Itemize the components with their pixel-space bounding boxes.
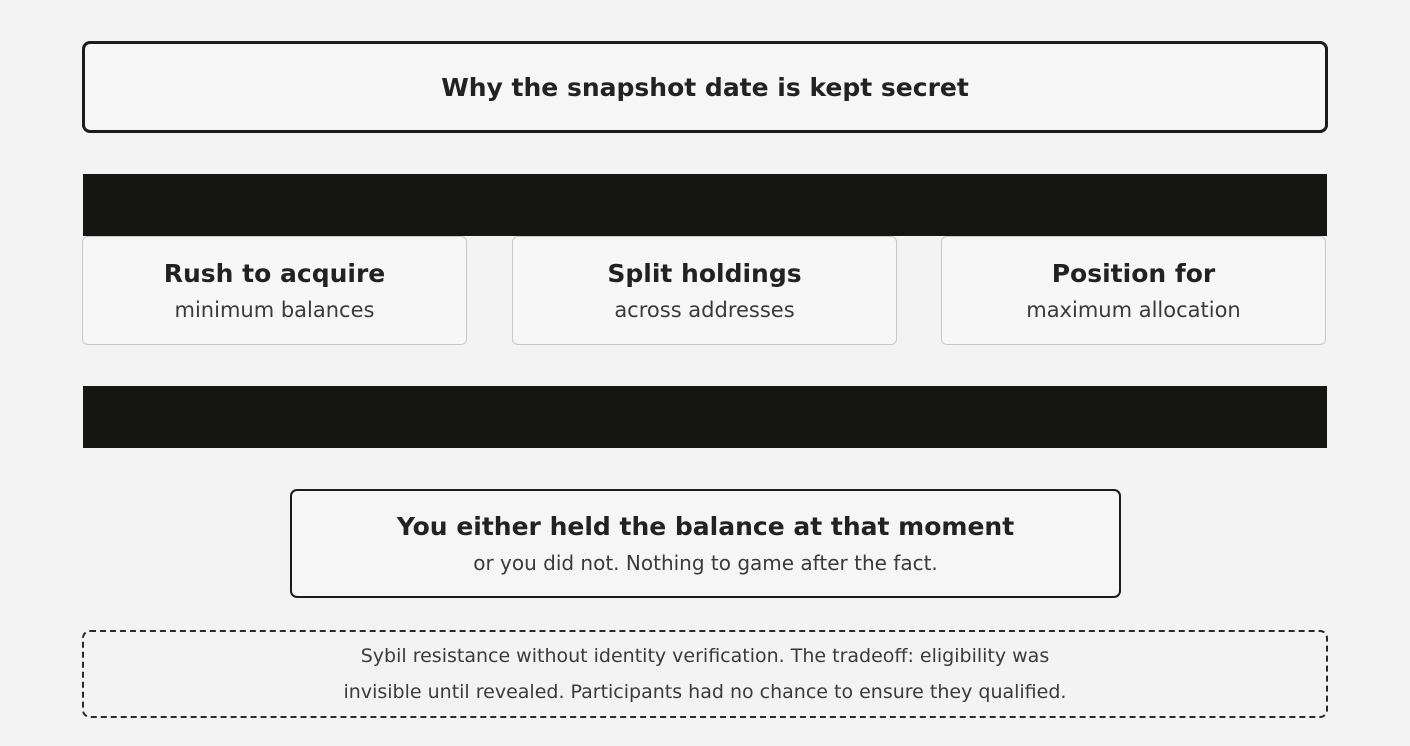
behavior-card-title: Split holdings xyxy=(607,258,802,288)
outcome-box xyxy=(290,489,1121,598)
redacted-bar-bottom xyxy=(83,386,1327,448)
behavior-card-title: Rush to acquire xyxy=(163,258,386,288)
outcome-subtitle: or you did not. Nothing to game after the fact. xyxy=(473,550,938,575)
behavior-card-subtitle: maximum allocation xyxy=(1026,297,1241,322)
behavior-card-position xyxy=(941,236,1326,345)
behavior-card-rush xyxy=(82,236,467,345)
title-box xyxy=(82,41,1328,133)
tradeoff-note xyxy=(82,630,1328,718)
outcome-title: You either held the balance at that moment xyxy=(396,511,1015,541)
behavior-card-subtitle: across addresses xyxy=(614,297,795,322)
diagram-title: Why the snapshot date is kept secret xyxy=(441,72,969,102)
redacted-bar-top xyxy=(83,174,1327,236)
behavior-card-subtitle: minimum balances xyxy=(174,297,375,322)
behavior-card-split xyxy=(512,236,897,345)
behavior-card-title: Position for xyxy=(1051,258,1216,288)
note-line-2: invisible until revealed. Participants had no chance to ensure they qualified. xyxy=(343,681,1067,703)
note-line-1: Sybil resistance without identity verification. The tradeoff: eligibility was xyxy=(360,645,1050,667)
